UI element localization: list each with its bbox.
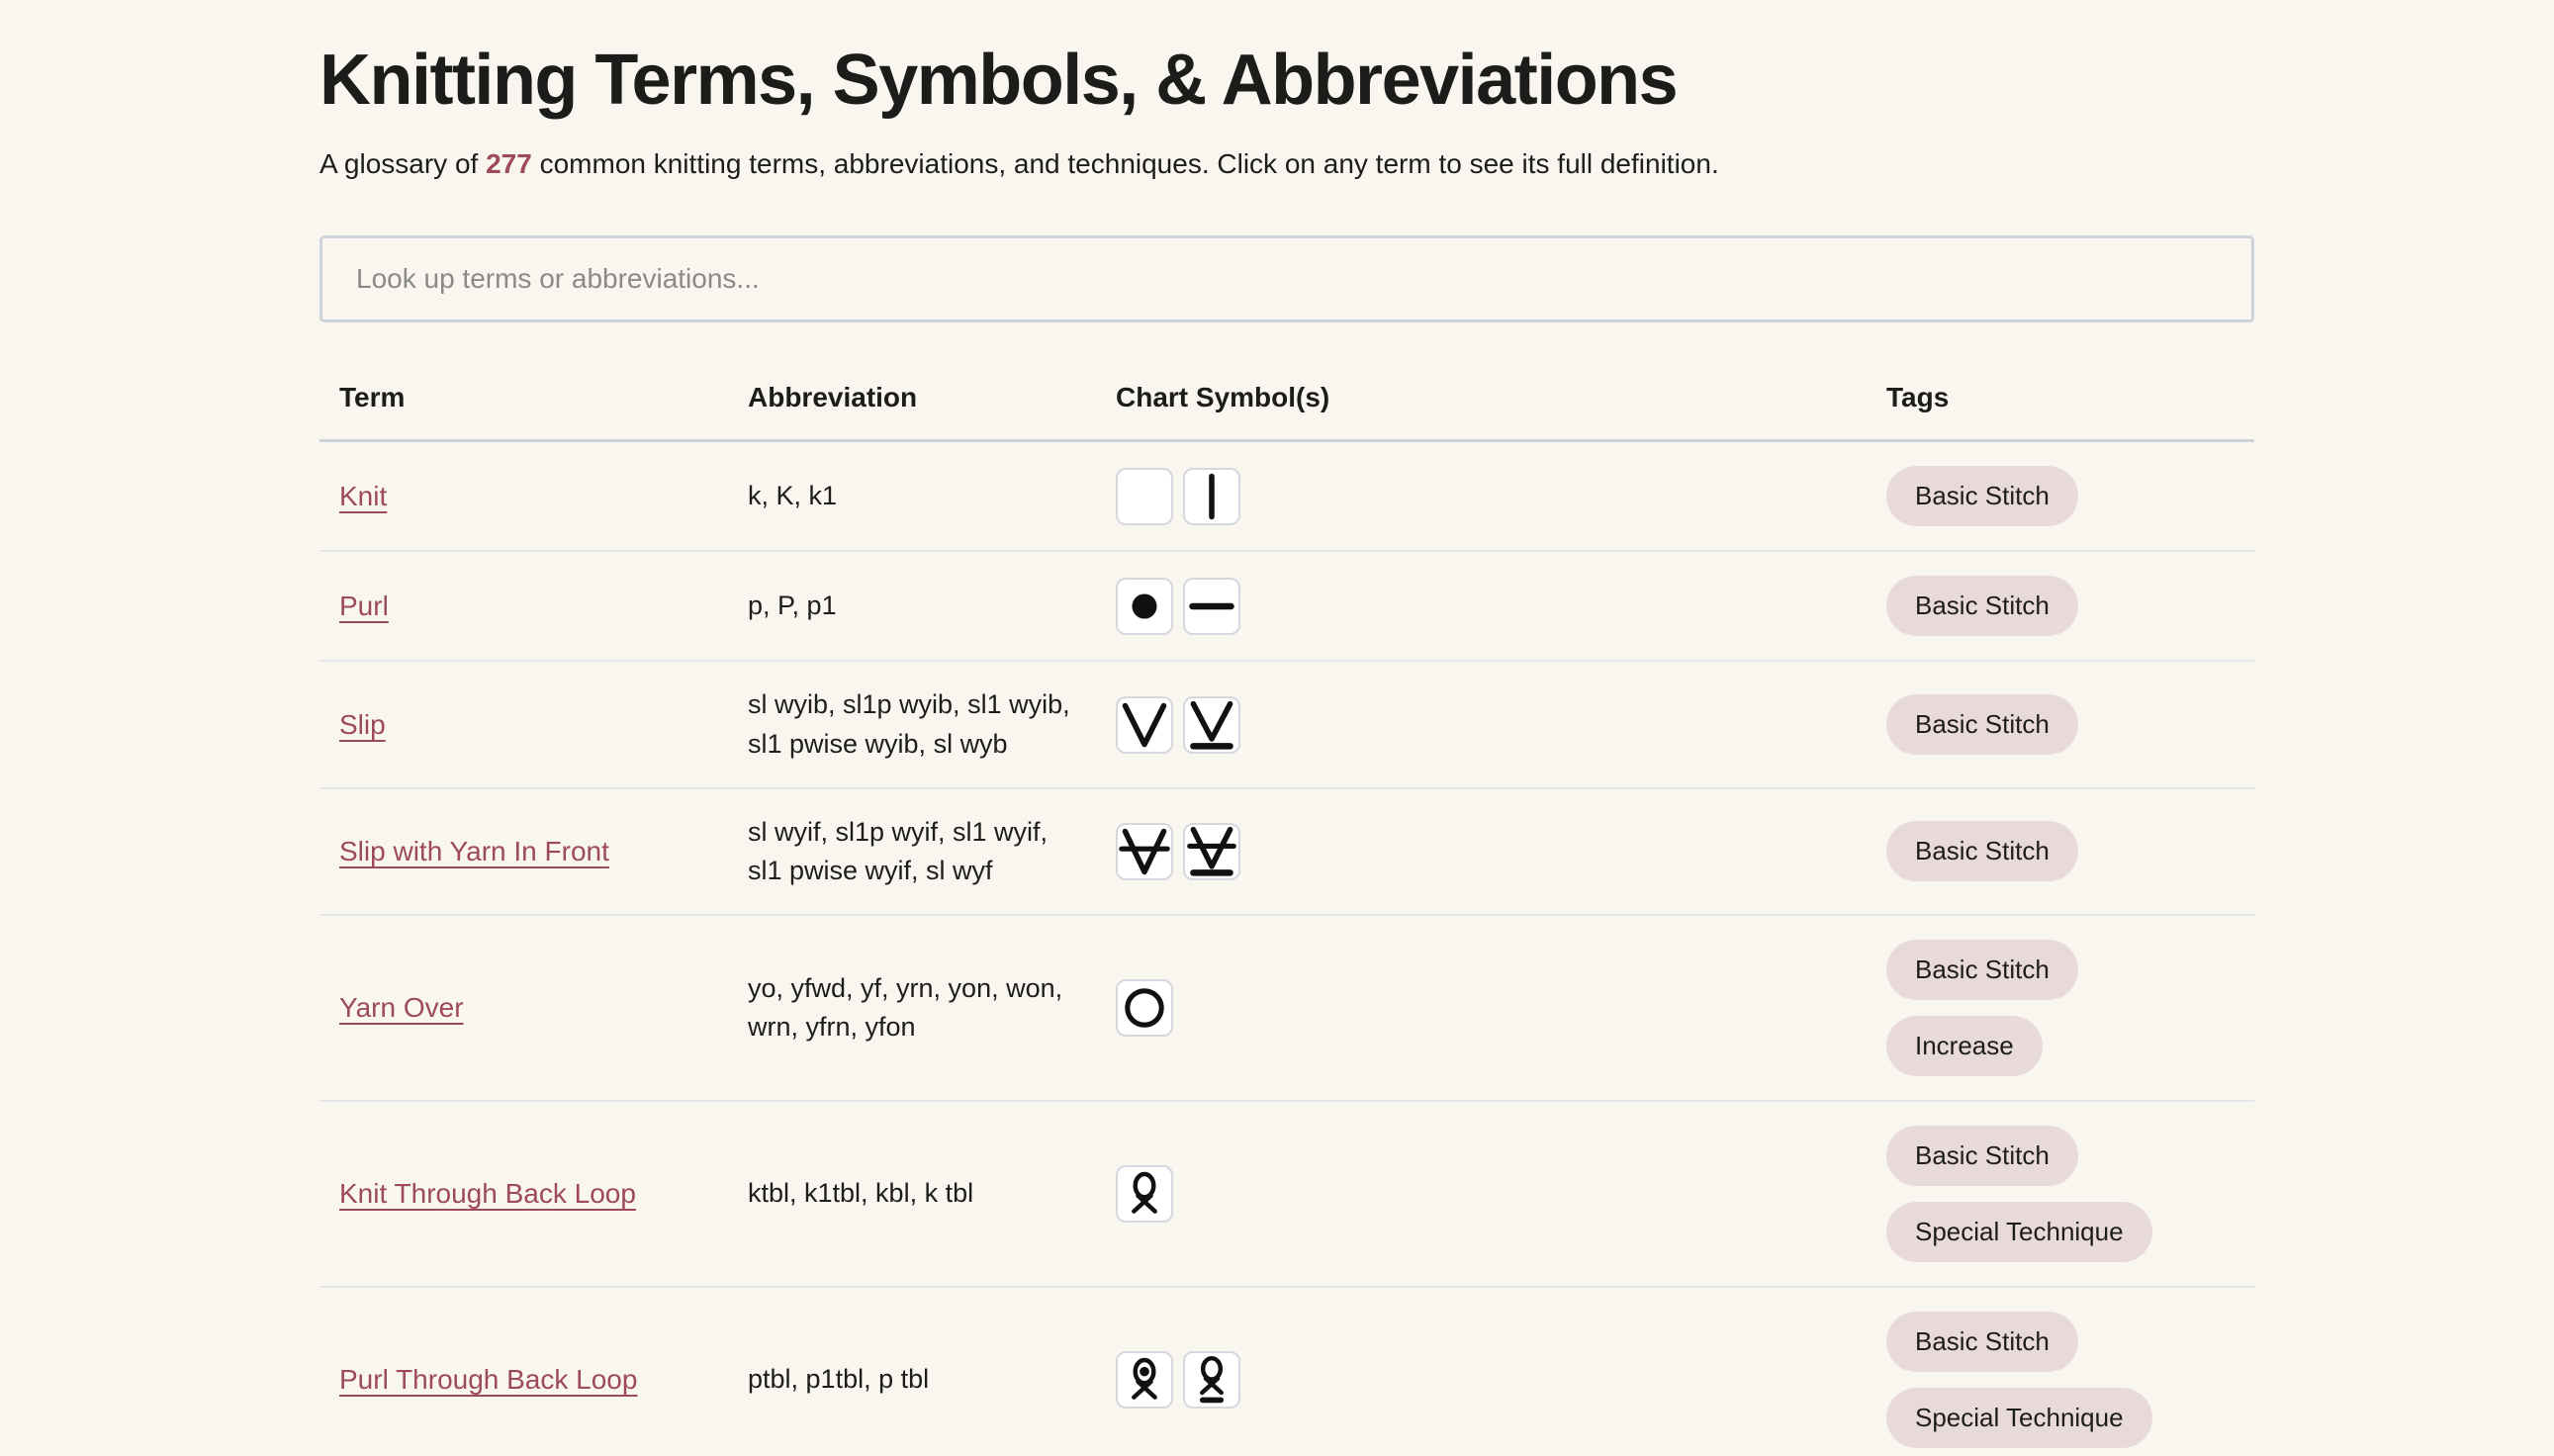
slip-v-crossbar-symbol-icon [1116, 823, 1173, 880]
term-cell [319, 591, 748, 622]
chart-symbols-cell [1116, 1165, 1886, 1223]
term-cell [319, 992, 748, 1024]
term-link[interactable]: Knit Through Back Loop [339, 1177, 636, 1209]
tag-pill[interactable]: Basic Stitch [1886, 694, 2078, 755]
table-header-row [319, 382, 2254, 442]
tag-pill[interactable]: Basic Stitch [1886, 1126, 2078, 1186]
search-input[interactable] [319, 235, 2254, 322]
abbreviation-text: yo, yfwd, yf, yrn, yon, won, wrn, yfrn, yfon [748, 972, 1063, 1042]
slip-v-underline-symbol-icon [1183, 696, 1240, 754]
yarn-over-circle-symbol-icon [1116, 979, 1173, 1037]
tags-cell [1886, 694, 2254, 755]
table-row [319, 442, 2254, 552]
tag-pill[interactable]: Special Technique [1886, 1388, 2152, 1448]
tags-cell [1886, 821, 2254, 881]
back-loop-dash-symbol-icon [1183, 1351, 1240, 1409]
tag-pill[interactable]: Basic Stitch [1886, 821, 2078, 881]
term-link[interactable]: Knit [339, 480, 388, 511]
term-link[interactable]: Slip [339, 708, 386, 740]
purl-dot-symbol-icon [1116, 578, 1173, 635]
knit-vertical-line-symbol-icon [1183, 468, 1240, 525]
intro-text [319, 146, 2254, 182]
intro-suffix: common knitting terms, abbreviations, and techniques. Click on any term to see its full definition. [531, 148, 1719, 179]
term-link[interactable]: Purl [339, 590, 389, 621]
chart-symbols-cell [1116, 979, 1886, 1037]
abbreviation-text: ptbl, p1tbl, p tbl [748, 1364, 930, 1395]
chart-symbols-cell [1116, 578, 1886, 635]
tags-cell [1886, 940, 2254, 1076]
column-header-abbreviation: Abbreviation [748, 382, 918, 413]
back-loop-symbol-icon [1116, 1165, 1173, 1223]
term-count: 277 [486, 148, 532, 179]
term-link[interactable]: Purl Through Back Loop [339, 1363, 638, 1395]
column-header-term: Term [339, 382, 406, 413]
chart-symbols-cell [1116, 1351, 1886, 1409]
table-row [319, 552, 2254, 662]
tag-pill[interactable]: Special Technique [1886, 1202, 2152, 1262]
intro-prefix: A glossary of [319, 148, 487, 179]
term-cell [319, 1178, 748, 1210]
blank-symbol-icon [1116, 468, 1173, 525]
column-header-chart-symbols: Chart Symbol(s) [1116, 382, 1330, 413]
table-row [319, 916, 2254, 1102]
abbreviation-text: ktbl, k1tbl, kbl, k tbl [748, 1178, 974, 1209]
column-header-tags: Tags [1886, 382, 1950, 413]
abbreviation-text: sl wyif, sl1p wyif, sl1 wyif, sl1 pwise wyif, sl wyf [748, 816, 1049, 885]
table-row [319, 789, 2254, 916]
tags-cell [1886, 466, 2254, 526]
tags-cell [1886, 576, 2254, 636]
table-row [319, 1288, 2254, 1456]
back-loop-dot-symbol-icon [1116, 1351, 1173, 1409]
glossary-table [319, 382, 2254, 1456]
table-row [319, 662, 2254, 788]
tags-cell [1886, 1126, 2254, 1262]
abbreviation-text: sl wyib, sl1p wyib, sl1 wyib, sl1 pwise wyib, sl wyb [748, 689, 1070, 759]
tag-pill[interactable]: Basic Stitch [1886, 1312, 2078, 1372]
term-cell [319, 481, 748, 512]
abbreviation-text: p, P, p1 [748, 591, 837, 621]
glossary-table-body [319, 442, 2254, 1456]
tag-pill[interactable]: Basic Stitch [1886, 466, 2078, 526]
term-link[interactable]: Slip with Yarn In Front [339, 835, 609, 866]
page-title: Knitting Terms, Symbols, & Abbreviations [319, 41, 1678, 120]
tag-pill[interactable]: Basic Stitch [1886, 576, 2078, 636]
tag-pill[interactable]: Increase [1886, 1016, 2043, 1076]
tags-cell [1886, 1312, 2254, 1448]
term-cell [319, 1364, 748, 1396]
term-link[interactable]: Yarn Over [339, 991, 464, 1023]
chart-symbols-cell [1116, 823, 1886, 880]
chart-symbols-cell [1116, 468, 1886, 525]
glossary-page [319, 0, 2254, 1456]
term-cell [319, 836, 748, 867]
chart-symbols-cell [1116, 696, 1886, 754]
purl-horizontal-bar-symbol-icon [1183, 578, 1240, 635]
term-cell [319, 709, 748, 741]
search-bar [319, 235, 2254, 322]
tag-pill[interactable]: Basic Stitch [1886, 940, 2078, 1000]
slip-v-symbol-icon [1116, 696, 1173, 754]
abbreviation-text: k, K, k1 [748, 481, 838, 511]
table-row [319, 1102, 2254, 1288]
slip-v-crossbar-underline-symbol-icon [1183, 823, 1240, 880]
